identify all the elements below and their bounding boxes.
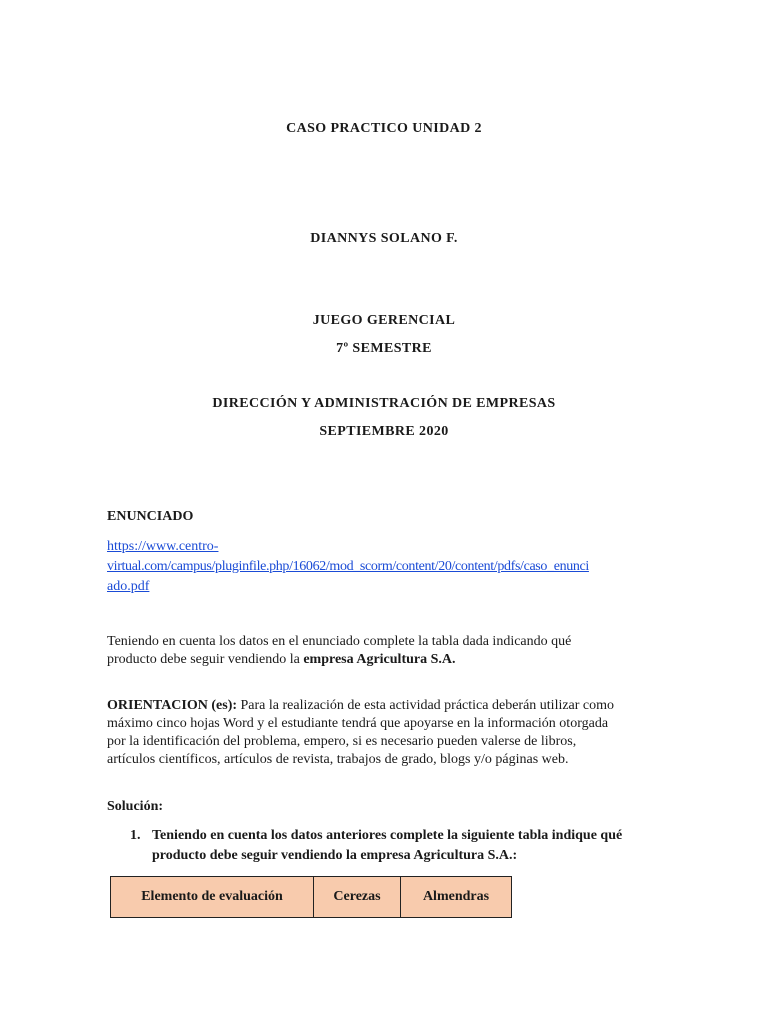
orientacion-label: ORIENTACION (es): <box>107 698 238 713</box>
intro-line-1: Teniendo en cuenta los datos en el enunciado complete la tabla dada indicando qué <box>107 634 572 649</box>
solucion-heading: Solución: <box>107 799 164 814</box>
numbered-item <box>130 826 670 866</box>
course-name: JUEGO GERENCIAL <box>312 313 456 328</box>
item-line-1: Teniendo en cuenta los datos anteriores complete la siguiente tabla indique qué <box>152 828 623 843</box>
orientacion-line-2: máximo cinco hojas Word y el estudiante tendrá que apoyarse en la información otorgada <box>107 716 609 731</box>
company-name: empresa Agricultura S.A. <box>303 652 456 667</box>
document-title: CASO PRACTICO UNIDAD 2 <box>286 121 482 136</box>
enunciado-link-line-3[interactable]: ado.pdf <box>107 579 150 594</box>
table-header-row <box>111 877 512 918</box>
table-header-cell: Almendras <box>401 877 512 918</box>
table-header-cell: Cerezas <box>314 877 401 918</box>
intro-line-2 <box>107 651 667 669</box>
semester: 7º SEMESTRE <box>336 341 432 356</box>
enunciado-link[interactable] <box>107 537 667 597</box>
orientacion-line-3: por la identificación del problema, empero, si es necesario pueden valerse de libros, <box>107 734 577 749</box>
orientacion-line-1 <box>107 697 667 715</box>
enunciado-link-line-1[interactable]: https://www.centro- <box>107 539 219 554</box>
item-line-2: producto debe seguir vendiendo la empresa Agricultura S.A.: <box>152 848 518 863</box>
intro-line-2-text: producto debe seguir vendiendo la <box>107 652 304 667</box>
author-name: DIANNYS SOLANO F. <box>310 231 458 246</box>
item-number: 1. <box>130 828 141 843</box>
orientacion-line-4: artículos científicos, artículos de revista, trabajos de grado, blogs y/o páginas web. <box>107 752 569 767</box>
program-name: DIRECCIÓN Y ADMINISTRACIÓN DE EMPRESAS <box>212 396 556 411</box>
evaluation-table <box>110 876 512 918</box>
enunciado-link-line-2[interactable]: virtual.com/campus/pluginfile.php/16062/mod_scorm/content/20/content/pdfs/caso_enunci <box>107 559 589 574</box>
intro-paragraph <box>107 633 667 669</box>
orientacion-line-1-text: Para la realización de esta actividad práctica deberán utilizar como <box>237 698 615 713</box>
orientacion-paragraph <box>107 697 667 769</box>
document-date: SEPTIEMBRE 2020 <box>319 424 449 439</box>
table-header-cell: Elemento de evaluación <box>111 877 314 918</box>
enunciado-heading: ENUNCIADO <box>107 509 194 524</box>
